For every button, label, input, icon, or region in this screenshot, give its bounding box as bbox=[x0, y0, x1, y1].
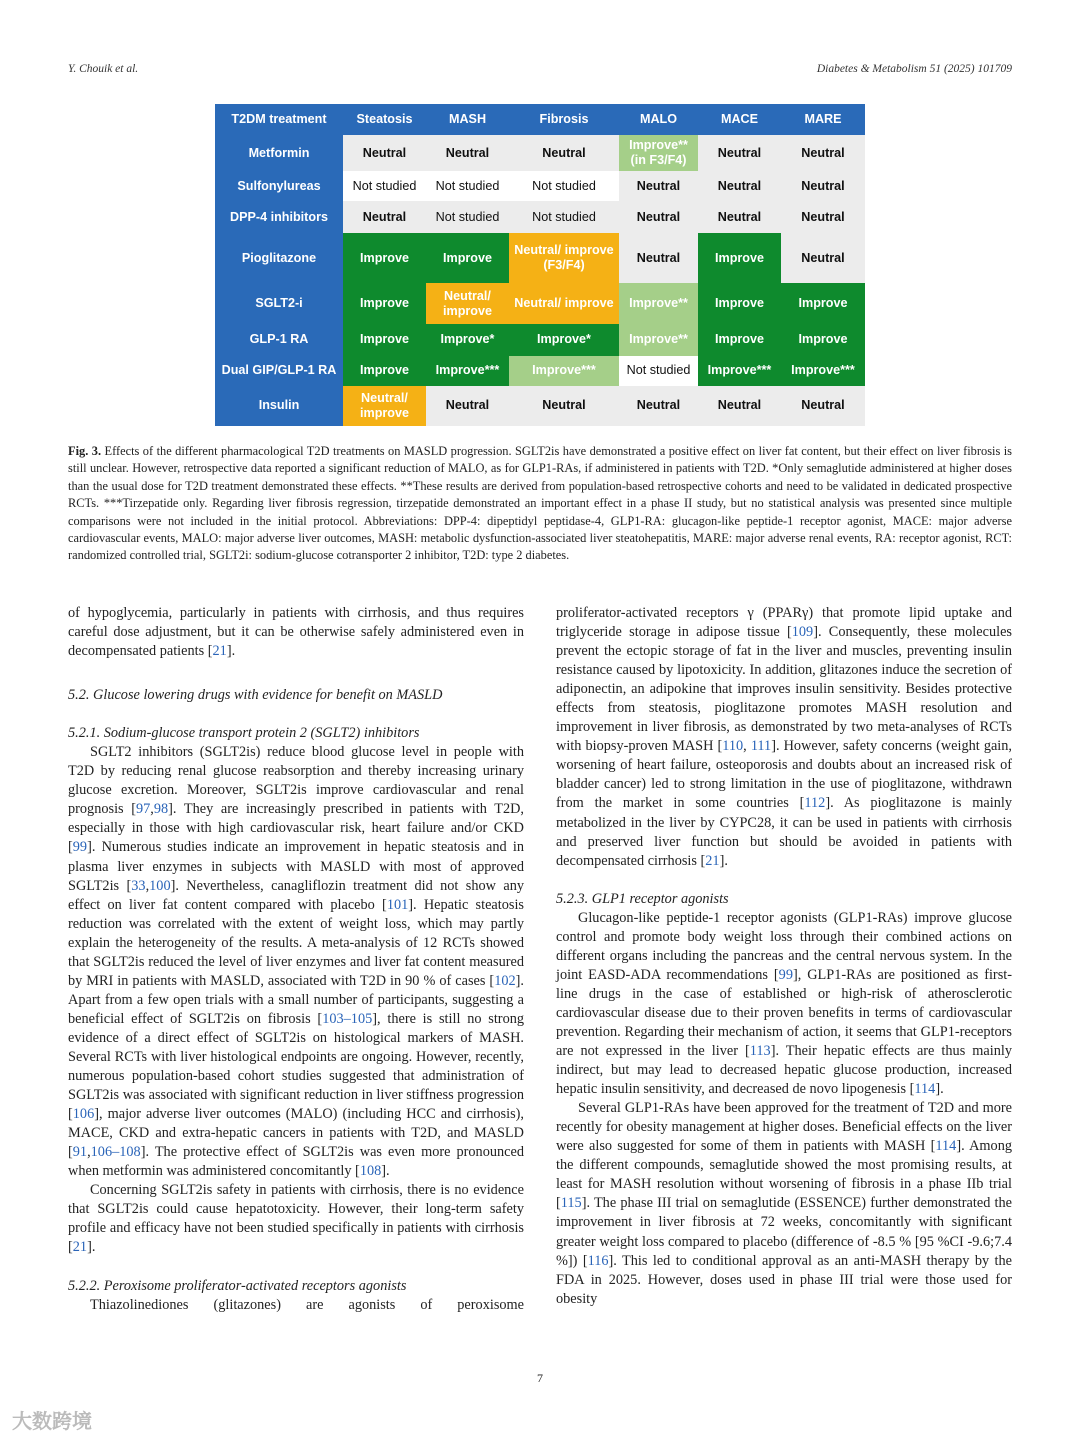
figure-cell: Neutral bbox=[619, 171, 698, 201]
figure-caption-text: Effects of the different pharmacological T2D treatments on MASLD progression. SGLT2is have demonstrated a positive effect on liver fat content, but their effect on liver fibrosis is still unclear. However, retrospective data reported a significant reduction of MALO, as for GLP1-RAs, if administered in patients with T2D. *Only semaglutide administered at higher doses than the usual dose for T2D treatment demonstrated these effects. **These results are derived from population-based retrospective cohorts and need to be validated in dedicated prospective RCTs. ***Tirzepatide only. Regarding liver fibrosis regression, tirzepatide demonstrated an important effect in a phase II study, but no statistical analysis was presented since multiple comparisons were not included in the initial protocol. Abbreviations: DPP-4: dipeptidyl peptidase-4, GLP1-RA: glucagon-like peptide-1 receptor agonist, MACE: major adverse cardiovascular events, MALO: major adverse liver outcomes, MASH: metabolic dysfunction-associated liver steatohepatitis, MARE: major adverse renal events, RA: receptor agonist, RCT: randomized controlled trial, SGLT2i: sodium-glucose cotransporter 2 inhibitor, T2D: type 2 diabetes. bbox=[68, 444, 1012, 563]
text-run: ]. Their hepatic effects are thus mainly indirect, but may lead to decreased hepatic glucose production, increased hepatic insulin sensitivity, and decreased de novo lipogenesis [ bbox=[556, 1043, 1012, 1098]
figure-cell: Not studied bbox=[343, 171, 426, 201]
text-run: ]. bbox=[381, 1163, 390, 1180]
figure-row bbox=[215, 356, 865, 386]
text-run: Several GLP1-RAs have been approved for the treatment of T2D and more recently for obesity management at higher doses. Beneficial effects on the liver were also suggested for some of them in patients with MASH [ bbox=[556, 1100, 1012, 1155]
citation-link[interactable]: 101 bbox=[386, 896, 409, 913]
figure-cell: Neutral bbox=[781, 233, 865, 283]
figure-cell: Improve bbox=[343, 283, 426, 323]
text-run: Glucagon-like peptide-1 receptor agonists (GLP1-RAs) improve glucose control and promote body weight loss through their combined actions on different organs including the pancreas and the central nervous system. In the joint EASD-ADA recommendations [ bbox=[556, 909, 1012, 983]
citation-link[interactable]: 111 bbox=[750, 738, 772, 755]
citation-link[interactable]: 102 bbox=[494, 972, 516, 989]
figure-col-header: MARE bbox=[781, 104, 865, 135]
text-run: of hypoglycemia, particularly in patients with cirrhosis, and thus requires careful dose adjustment, but it can be otherwise safely administered even in decompensated patients [ bbox=[68, 605, 524, 660]
paragraph bbox=[556, 909, 1012, 1099]
figure-cell: Neutral bbox=[509, 135, 619, 171]
citation-link[interactable]: 21 bbox=[705, 852, 720, 869]
figure-cell: Improve** bbox=[619, 283, 698, 323]
running-header-authors: Y. Chouik et al. bbox=[68, 63, 139, 75]
figure-header-row bbox=[215, 104, 865, 135]
figure-caption bbox=[68, 443, 1012, 565]
figure-cell: Neutral bbox=[619, 386, 698, 426]
citation-link[interactable]: 112 bbox=[804, 795, 826, 812]
figure-cell: Improve bbox=[426, 233, 509, 283]
text-run: ]. Nevertheless, canagliflozin treatment did not show any effect on liver fat content compared with placebo [ bbox=[68, 877, 524, 913]
figure-row bbox=[215, 233, 865, 283]
text-run: ]. Numerous studies indicate an improvement in hepatic steatosis and in plasma liver enzymes in subjects with MASLD with most of approved SGLT2is [ bbox=[68, 839, 524, 894]
figure-row-label: Dual GIP/GLP-1 RA bbox=[215, 356, 343, 386]
citation-link[interactable]: 97 bbox=[136, 801, 151, 818]
citation-link[interactable]: 108 bbox=[359, 1163, 382, 1180]
figure-row-label: DPP-4 inhibitors bbox=[215, 201, 343, 233]
text-run: ]. bbox=[719, 852, 728, 869]
citation-link[interactable]: 109 bbox=[791, 624, 814, 641]
paragraph bbox=[556, 1099, 1012, 1309]
citation-link[interactable]: 103–105 bbox=[322, 1010, 373, 1027]
citation-link[interactable]: 33 bbox=[131, 877, 146, 894]
text-run: ]. However, safety concerns (weight gain, worsening of heart failure, osteoporosis and doubts about an increased risk of bladder cancer) led to strong limitation in the use of pioglitazone, withdrawn from the market in some countries [ bbox=[556, 738, 1013, 812]
figure-row-label: GLP-1 RA bbox=[215, 324, 343, 356]
citation-link[interactable]: 99 bbox=[778, 966, 793, 983]
figure-cell: Neutral/ improve bbox=[343, 386, 426, 426]
citation-link[interactable]: 114 bbox=[914, 1081, 936, 1098]
figure-cell: Not studied bbox=[426, 171, 509, 201]
figure-col-header: Steatosis bbox=[343, 104, 426, 135]
text-run: , bbox=[743, 738, 751, 755]
citation-link[interactable]: 115 bbox=[560, 1195, 582, 1212]
figure-cell: Not studied bbox=[619, 356, 698, 386]
citation-link[interactable]: 21 bbox=[72, 1239, 88, 1256]
figure-cell: Improve bbox=[343, 324, 426, 356]
text-run: ]. Consequently, these molecules prevent the ectopic storage of fat in the liver and muscles, preventing insulin resistance caused by lipotoxicity. In addition, glitazones induce the secretion of adiponectin, an adipokine that improves insulin sensitivity. Besides protective effects from steatosis, pioglitazone promotes MASH resolution and improvement in liver fibrosis, as demonstrated by two meta-analyses of RCTs with biopsy-proven MASH [ bbox=[556, 624, 1012, 755]
figure-col-header: T2DM treatment bbox=[215, 104, 343, 135]
figure-cell: Neutral bbox=[426, 135, 509, 171]
figure-cell: Not studied bbox=[426, 201, 509, 233]
text-run: , bbox=[145, 877, 150, 894]
figure-col-header: MACE bbox=[698, 104, 781, 135]
figure-col-header: MASH bbox=[426, 104, 509, 135]
citation-link[interactable]: 98 bbox=[153, 801, 169, 818]
figure-cell: Neutral bbox=[619, 233, 698, 283]
text-run: ]. bbox=[226, 643, 236, 660]
section-heading-5-2: 5.2. Glucose lowering drugs with evidence for benefit on MASLD bbox=[68, 687, 443, 704]
figure-cell: Neutral/ improve (F3/F4) bbox=[509, 233, 619, 283]
figure-cell: Improve* bbox=[426, 324, 509, 356]
figure-cell: Improve bbox=[781, 324, 865, 356]
figure-row-label: Metformin bbox=[215, 135, 343, 171]
citation-link[interactable]: 113 bbox=[749, 1043, 771, 1060]
paragraph bbox=[556, 604, 1012, 871]
text-run: proliferator-activated receptors γ (PPARγ) that promote lipid uptake and triglyceride storage in adipose tissue [ bbox=[556, 605, 1012, 641]
figure-cell: Neutral bbox=[781, 171, 865, 201]
citation-link[interactable]: 110 bbox=[722, 738, 744, 755]
figure-cell: Neutral bbox=[509, 386, 619, 426]
figure-cell: Neutral bbox=[619, 201, 698, 233]
subsection-heading-5-2-2: 5.2.2. Peroxisome proliferator-activated receptors agonists bbox=[68, 1277, 407, 1294]
figure-cell: Neutral bbox=[343, 201, 426, 233]
figure-row bbox=[215, 135, 865, 171]
text-run: ], there is still no strong evidence of a direct effect of SGLT2is on histological markers of MASH. Several RCTs with liver histological endpoints are ongoing. However, recently, numerous population-based cohort studies suggested that administration of SGLT2is was associated with significant reduction in liver stiffness progression [ bbox=[68, 1010, 525, 1123]
citation-link[interactable]: 106 bbox=[72, 1106, 95, 1123]
text-run: , bbox=[150, 801, 154, 818]
citation-link[interactable]: 21 bbox=[212, 643, 227, 660]
figure-cell: Improve* bbox=[509, 324, 619, 356]
text-run: ], major adverse liver outcomes (MALO) (including HCC and cirrhosis), MACE, CKD and extra-hepatic cancers in patients with T2D, and MASLD [ bbox=[68, 1106, 524, 1161]
text-run: ]. The phase III trial on semaglutide (ESSENCE) further demonstrated the improvement in liver fibrosis at 72 weeks, concomitantly with significant greater weight loss compared to placebo (difference of -8.5 % [95 %CI -9.6;7.4 %]) [ bbox=[556, 1195, 1012, 1269]
figure-row bbox=[215, 283, 865, 323]
text-run: ]. bbox=[935, 1081, 944, 1098]
citation-link[interactable]: 91 bbox=[72, 1144, 88, 1161]
text-run: ]. As pioglitazone is mainly metabolized in the liver by CYPC28, it can be used in patients with cirrhosis and preserved liver function but should be avoided in patients with decompensated cirrhosis [ bbox=[556, 795, 1012, 869]
figure-cell: Improve** bbox=[619, 324, 698, 356]
text-run: ]. Apart from a few open trials with a small number of participants, suggesting a beneficial effect of SGLT2is on fibrosis [ bbox=[68, 972, 524, 1027]
subsection-heading-5-2-1: 5.2.1. Sodium-glucose transport protein 2 (SGLT2) inhibitors bbox=[68, 725, 420, 742]
citation-link[interactable]: 106–108 bbox=[90, 1144, 141, 1161]
figure-3-table bbox=[215, 104, 865, 426]
citation-link[interactable]: 116 bbox=[587, 1252, 609, 1269]
figure-row bbox=[215, 324, 865, 356]
watermark: 大数跨境 bbox=[12, 1409, 92, 1433]
figure-row bbox=[215, 171, 865, 201]
running-header-journal: Diabetes & Metabolism 51 (2025) 101709 bbox=[816, 63, 1012, 75]
citation-link[interactable]: 99 bbox=[72, 839, 88, 856]
figure-row bbox=[215, 201, 865, 233]
figure-row-label: Pioglitazone bbox=[215, 233, 343, 283]
figure-cell: Not studied bbox=[509, 171, 619, 201]
text-run: ]. The protective effect of SGLT2is was even more pronounced when metformin was administered concomitantly [ bbox=[68, 1144, 524, 1180]
text-run: ]. bbox=[87, 1239, 96, 1256]
figure-cell: Improve bbox=[781, 283, 865, 323]
paragraph bbox=[68, 604, 524, 661]
figure-cell: Improve*** bbox=[509, 356, 619, 386]
citation-link[interactable]: 114 bbox=[935, 1138, 957, 1155]
figure-cell: Neutral bbox=[698, 201, 781, 233]
figure-row-label: SGLT2-i bbox=[215, 283, 343, 323]
figure-cell: Improve bbox=[698, 324, 781, 356]
text-run: SGLT2 inhibitors (SGLT2is) reduce blood glucose level in people with T2D by reducing renal glucose reabsorption and thereby increasing urinary glucose excretion. Moreover, SGLT2is improve cardiovascular and renal prognosis [ bbox=[68, 744, 524, 818]
paragraph bbox=[68, 1181, 524, 1257]
text-run: ], GLP1-RAs are positioned as first-line drugs in the case of established or high-risk of atherosclerotic cardiovascular disease due to their proven benefits in terms of cardiovascular prevention. Regarding their mechanism of action, it seems that GLP1-receptors are not expressed in the liver [ bbox=[556, 966, 1012, 1060]
figure-cell: Improve*** bbox=[698, 356, 781, 386]
figure-cell: Improve bbox=[698, 233, 781, 283]
figure-cell: Improve*** bbox=[781, 356, 865, 386]
figure-label: Fig. 3. bbox=[68, 444, 102, 458]
figure-cell: Neutral bbox=[781, 135, 865, 171]
text-run: ]. This led to conditional approval as an anti-MASH therapy by the FDA in 2025. However, doses used in phase III trial were those used for obesity bbox=[556, 1252, 1012, 1307]
figure-row-label: Sulfonylureas bbox=[215, 171, 343, 201]
figure-col-header: MALO bbox=[619, 104, 698, 135]
text-run: ]. Among the different compounds, semaglutide showed the most promising results, at least for MASH resolution without worsening of fibrosis in a phase IIb trial [ bbox=[556, 1138, 1013, 1212]
figure-cell: Neutral bbox=[426, 386, 509, 426]
paragraph bbox=[68, 1296, 524, 1315]
figure-cell: Neutral bbox=[698, 135, 781, 171]
left-column bbox=[68, 604, 524, 1315]
figure-cell: Neutral bbox=[781, 386, 865, 426]
text-run: Thiazolinediones (glitazones) are agonists of peroxisome bbox=[90, 1296, 524, 1313]
right-column bbox=[556, 604, 1012, 1309]
text-run: ]. Hepatic steatosis reduction was correlated with the extent of weight loss, which may partly explain the heterogeneity of the results. A meta-analysis of 12 RCTs showed that SGLT2is reduced the level of liver enzymes and liver fat content measured by MRI in patients with MASLD, associated with T2D in 90 % of cases [ bbox=[68, 896, 524, 989]
text-run: Concerning SGLT2is safety in patients with cirrhosis, there is no evidence that SGLT2is could cause hepatotoxicity. However, their long-term safety profile and efficacy have not been studied specifically in patients with cirrhosis [ bbox=[68, 1182, 524, 1256]
figure-row bbox=[215, 386, 865, 426]
citation-link[interactable]: 100 bbox=[149, 877, 171, 894]
figure-cell: Improve bbox=[343, 356, 426, 386]
paragraph bbox=[68, 743, 524, 1181]
figure-cell: Neutral/ improve bbox=[426, 283, 509, 323]
figure-cell: Neutral/ improve bbox=[509, 283, 619, 323]
figure-row-label: Insulin bbox=[215, 386, 343, 426]
figure-cell: Neutral bbox=[343, 135, 426, 171]
figure-cell: Improve bbox=[698, 283, 781, 323]
figure-cell: Neutral bbox=[781, 201, 865, 233]
subsection-heading-5-2-3: 5.2.3. GLP1 receptor agonists bbox=[556, 890, 729, 907]
figure-cell: Improve*** bbox=[426, 356, 509, 386]
figure-cell: Neutral bbox=[698, 386, 781, 426]
text-run: ]. They are increasingly prescribed in patients with T2D, especially in those with high cardiovascular risk, heart failure and/or CKD [ bbox=[68, 801, 524, 856]
figure-cell: Neutral bbox=[698, 171, 781, 201]
figure-col-header: Fibrosis bbox=[509, 104, 619, 135]
figure-cell: Improve bbox=[343, 233, 426, 283]
text-run: , bbox=[87, 1144, 91, 1161]
figure-cell: Improve** (in F3/F4) bbox=[619, 135, 698, 171]
figure-cell: Not studied bbox=[509, 201, 619, 233]
page-number: 7 bbox=[537, 1371, 543, 1385]
